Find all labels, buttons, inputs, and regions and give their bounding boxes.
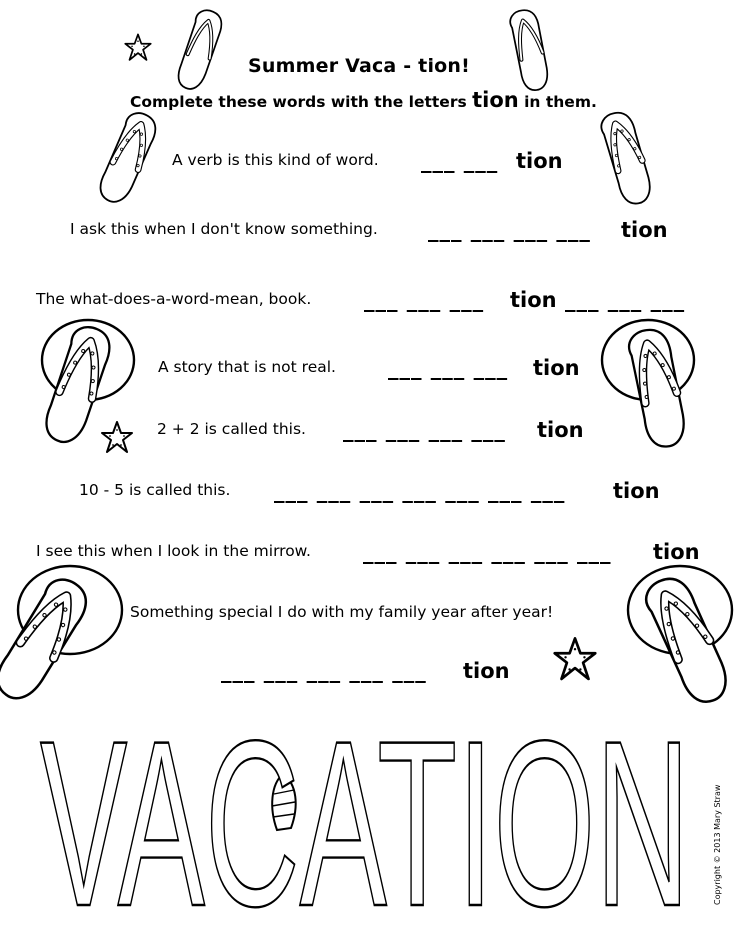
answer-suffix: tion <box>510 288 557 312</box>
flip-flop-icon <box>505 7 554 93</box>
starfish-icon <box>555 638 596 679</box>
starfish-icon <box>102 422 132 452</box>
answer-suffix: tion <box>653 540 700 564</box>
worksheet-title: Summer Vaca - tion! <box>248 55 471 77</box>
instruction-text: in them. <box>518 93 597 111</box>
answer-blanks[interactable]: ___ ___ ___ <box>565 288 686 312</box>
answer-suffix: tion <box>613 479 660 503</box>
answer-blanks[interactable]: ___ ___ ___ <box>364 288 485 312</box>
clue-text: 10 - 5 is called this. <box>79 481 231 499</box>
flip-flop-icon <box>595 108 659 208</box>
clue-text: I ask this when I don't know something. <box>70 220 378 238</box>
answer-suffix: tion <box>621 218 668 242</box>
clue-text: A story that is not real. <box>158 358 336 376</box>
clue-text: Something special I do with my family year after year! <box>130 603 554 621</box>
instructions <box>130 90 597 111</box>
clue-text: The what-does-a-word-mean, book. <box>36 290 312 308</box>
flip-flop-icon <box>175 7 224 93</box>
big-letter: VACATION <box>40 692 690 952</box>
answer-blanks[interactable]: ___ ___ <box>421 149 499 173</box>
answer-blanks[interactable]: ___ ___ ___ ___ <box>343 418 506 442</box>
flip-flop-icon <box>96 108 160 208</box>
answer-suffix: tion <box>533 356 580 380</box>
answer-blanks[interactable]: ___ ___ ___ ___ ___ ___ ___ <box>274 479 566 503</box>
vacation-letters <box>40 692 690 952</box>
answer-suffix: tion <box>463 659 510 683</box>
instruction-text: Complete these words with the letters <box>130 93 473 111</box>
clue-text: 2 + 2 is called this. <box>157 420 306 438</box>
answer-blanks[interactable]: ___ ___ ___ ___ ___ <box>221 659 427 683</box>
starfish-icon <box>125 34 151 60</box>
instruction-keyword: tion <box>472 88 519 112</box>
copyright-notice: Copyright © 2013 Mary Straw <box>713 784 722 905</box>
answer-blanks[interactable]: ___ ___ ___ ___ <box>428 218 591 242</box>
answer-suffix: tion <box>516 149 563 173</box>
answer-suffix: tion <box>537 418 584 442</box>
answer-blanks[interactable]: ___ ___ ___ <box>388 356 509 380</box>
answer-blanks[interactable]: ___ ___ ___ ___ ___ ___ <box>363 540 612 564</box>
clue-text: I see this when I look in the mirrow. <box>36 542 311 560</box>
clue-text: A verb is this kind of word. <box>172 151 379 169</box>
